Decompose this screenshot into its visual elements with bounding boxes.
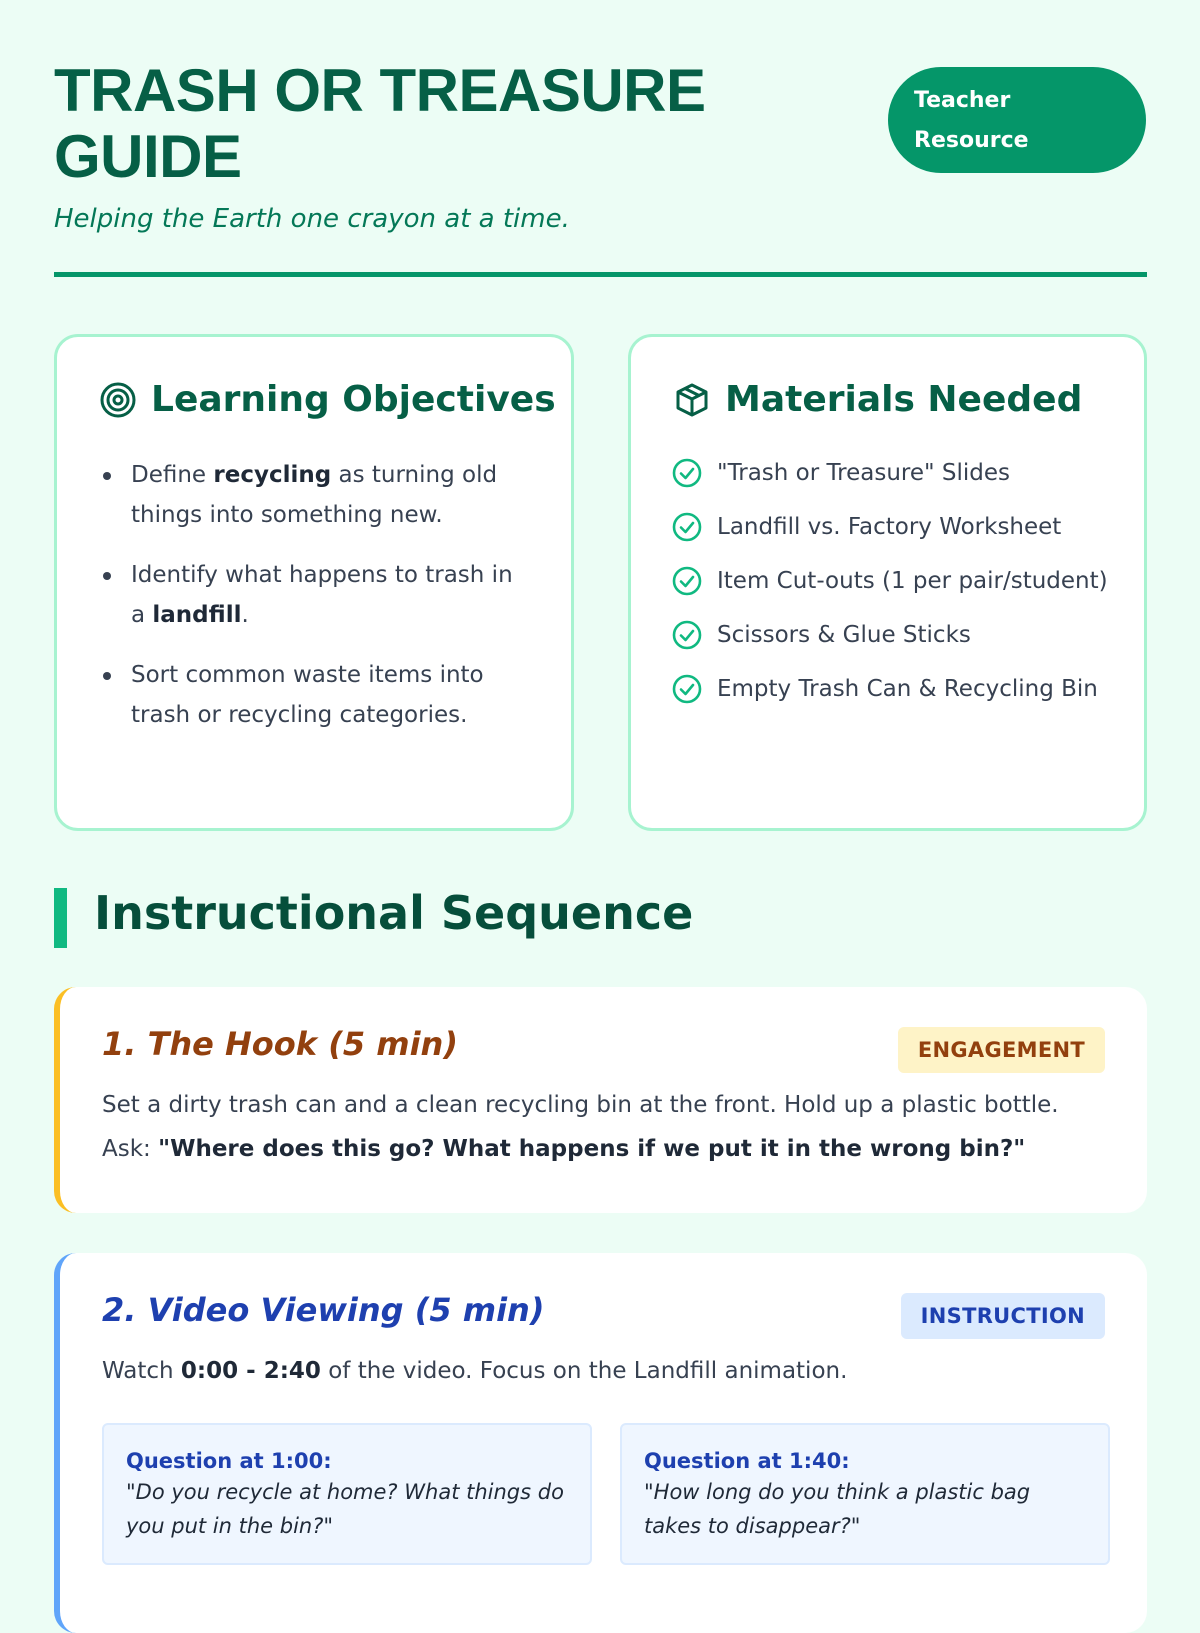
material-item: Scissors & Glue Sticks <box>671 615 1111 655</box>
materials-list <box>671 453 1111 723</box>
step-video-card <box>54 1253 1147 1633</box>
check-circle-icon <box>671 511 703 543</box>
check-circle-icon <box>671 565 703 597</box>
target-icon <box>99 381 137 419</box>
header-divider <box>54 272 1147 277</box>
check-circle-icon <box>671 673 703 705</box>
materials-needed-card <box>628 334 1147 831</box>
learning-objectives-card <box>54 334 574 831</box>
objective-item: Define recycling as turning old things into something new. <box>101 455 531 535</box>
check-circle-icon <box>671 457 703 489</box>
material-item: Empty Trash Can & Recycling Bin <box>671 669 1111 709</box>
material-item: Landfill vs. Factory Worksheet <box>671 507 1111 547</box>
material-item: Item Cut-outs (1 per pair/student) <box>671 561 1111 601</box>
question-box <box>102 1423 592 1565</box>
page-title: TRASH OR TREASURE GUIDE <box>54 57 706 190</box>
learning-objectives-header <box>99 379 556 420</box>
objectives-list <box>101 455 531 755</box>
question-text: "How long do you think a plastic bag takes to disappear?" <box>644 1480 1031 1538</box>
check-circle-icon <box>671 619 703 651</box>
question-label: Question at 1:00: <box>126 1449 332 1473</box>
section-accent-bar <box>54 888 67 948</box>
materials-needed-header <box>673 379 1082 420</box>
teacher-resource-badge: Teacher Resource <box>888 67 1146 173</box>
section-title: Instructional Sequence <box>94 886 694 940</box>
question-box <box>620 1423 1110 1565</box>
step-title: 2. Video Viewing (5 min) <box>102 1291 545 1329</box>
objective-item: Sort common waste items into trash or recycling categories. <box>101 655 531 735</box>
question-label: Question at 1:40: <box>644 1449 850 1473</box>
page-subtitle: Helping the Earth one crayon at a time. <box>54 204 570 234</box>
learning-objectives-title: Learning Objectives <box>151 379 556 420</box>
objective-item: Identify what happens to trash in a landfill. <box>101 555 531 635</box>
step-description: Set a dirty trash can and a clean recycling bin at the front. Hold up a plastic bottle. Ask: "Where does this go? What happens if we put it in the wrong bin?" <box>102 1092 1059 1162</box>
engagement-tag: ENGAGEMENT <box>898 1027 1105 1073</box>
step-title: 1. The Hook (5 min) <box>102 1025 458 1063</box>
material-item: "Trash or Treasure" Slides <box>671 453 1111 493</box>
instruction-tag: INSTRUCTION <box>901 1293 1105 1339</box>
step-description: Watch 0:00 - 2:40 of the video. Focus on the Landfill animation. <box>102 1358 848 1384</box>
step-hook-card <box>54 987 1147 1213</box>
box-icon <box>673 381 711 419</box>
materials-needed-title: Materials Needed <box>725 379 1083 420</box>
question-text: "Do you recycle at home? What things do you put in the bin?" <box>126 1480 564 1538</box>
